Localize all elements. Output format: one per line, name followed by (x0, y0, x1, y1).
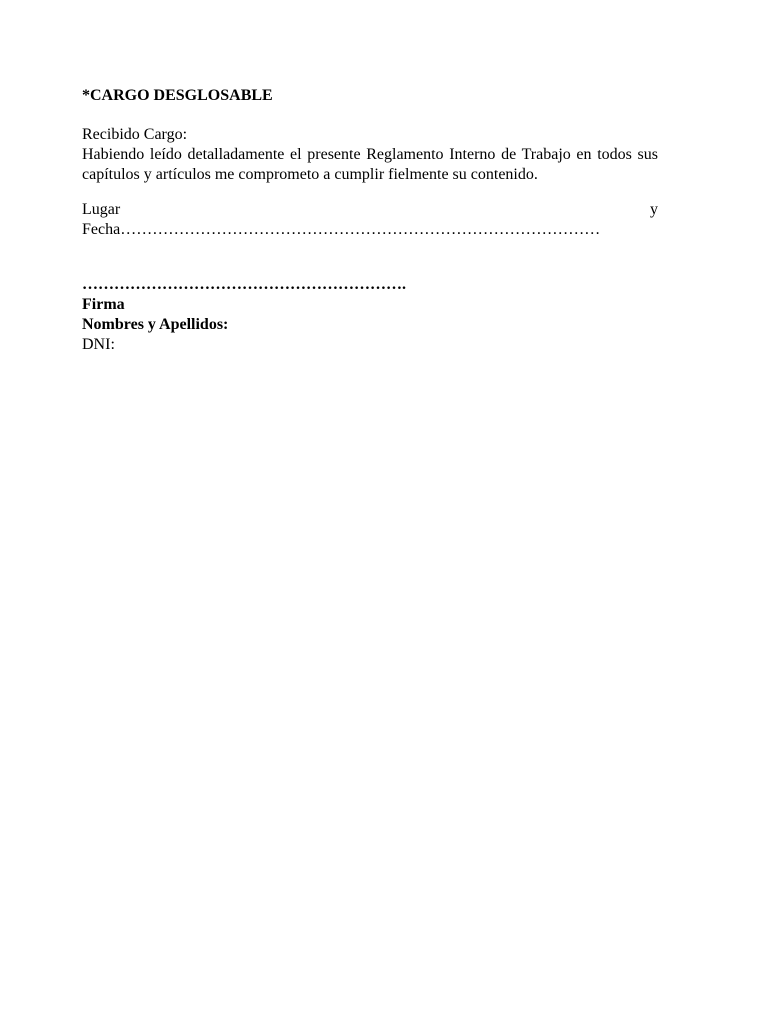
document-title: *CARGO DESGLOSABLE (82, 87, 273, 104)
signature-line: ……………………………………………………. (82, 276, 406, 293)
commitment-paragraph: Habiendo leído detalladamente el presente Reglamento Interno de Trabajo en todos sus capítulos y artículos me comprometo a cumplir fielmente su contenido. (82, 146, 658, 183)
spacer (82, 185, 658, 200)
place-line: Lugar y (82, 201, 658, 218)
received-label: Recibido Cargo: (82, 126, 188, 143)
spacer (82, 240, 658, 275)
names-label: Nombres y Apellidos: (82, 316, 229, 333)
document-content (82, 86, 658, 355)
date-line: Fecha……………………………………………………………………………… (82, 221, 601, 238)
dni-label: DNI: (82, 336, 115, 353)
signature-label: Firma (82, 296, 125, 313)
spacer (82, 106, 658, 125)
